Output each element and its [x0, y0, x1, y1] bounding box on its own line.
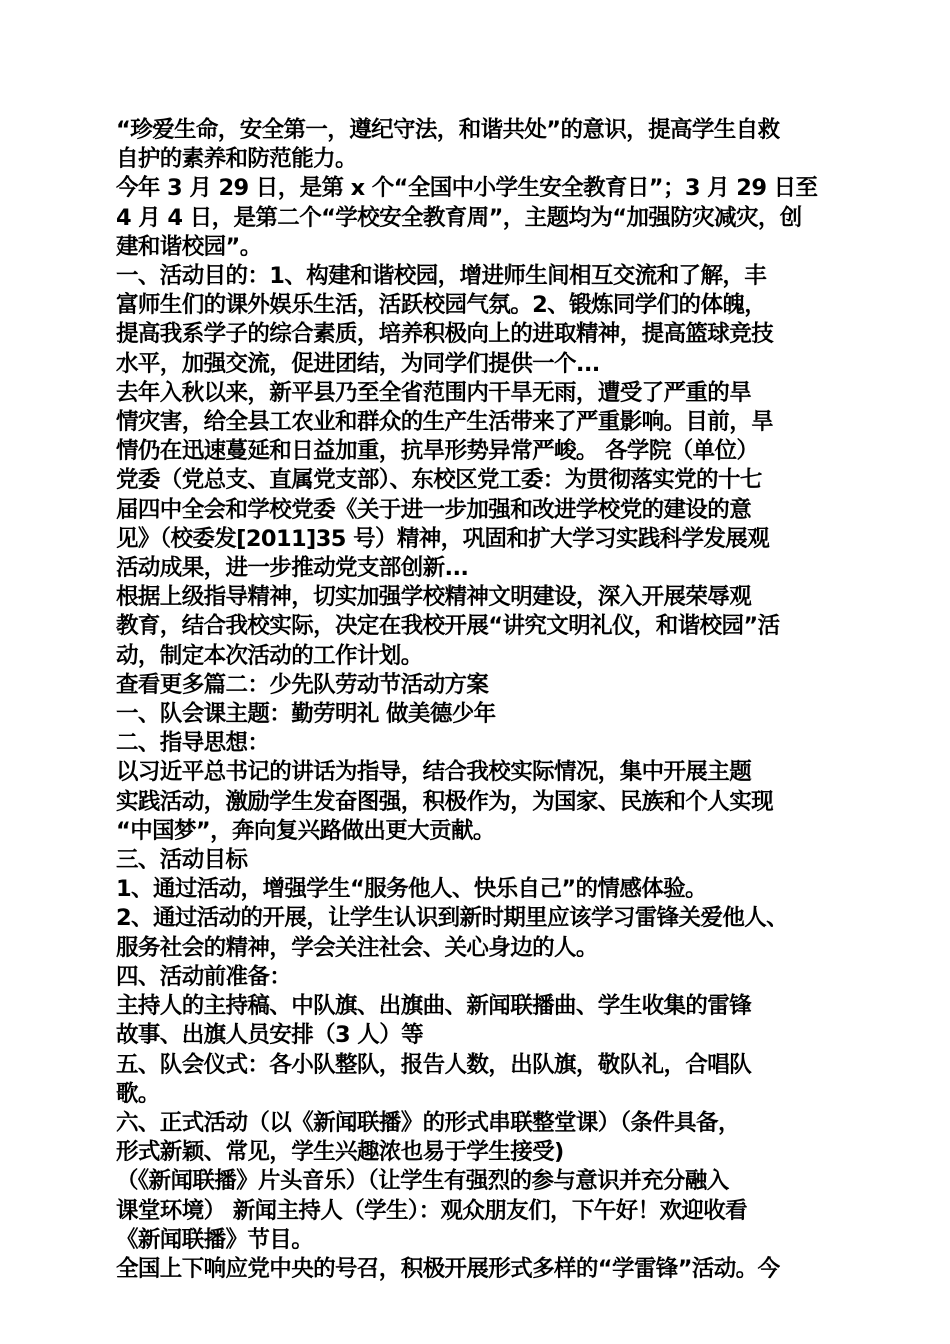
text-line-37: （《新闻联播》片头音乐）（让学生有强烈的参与意识并充分融入 [116, 1168, 729, 1195]
text-line-30: 四、活动前准备： [116, 963, 292, 990]
text-line-8: 提高我系学子的综合素质，培养积极向上的进取精神，提高篮球竞技 [116, 321, 774, 348]
text-line-34: 歌。 [116, 1080, 160, 1107]
text-line-23: 以习近平总书记的讲话为指导，结合我校实际情况，集中开展主题 [116, 759, 752, 786]
text-line-35: 六、正式活动（以《新闻联播》的形式串联整堂课）（条件具备， [116, 1109, 740, 1136]
text-line-7: 富师生们的课外娱乐生活，活跃校园气氛。2、锻炼同学们的体魄， [116, 292, 767, 319]
text-line-16: 活动成果，进一步推动党支部创新... [116, 555, 469, 582]
text-line-14: 届四中全会和学校党委《关于进一步加强和改进学校党的建设的意 [116, 496, 752, 523]
text-line-26: 三、活动目标 [116, 847, 248, 874]
text-line-25: “中国梦”，奔向复兴路做出更大贡献。 [116, 817, 495, 844]
text-line-17: 根据上级指导精神，切实加强学校精神文明建设，深入开展荣辱观 [116, 584, 752, 611]
text-line-12: 情仍在迅速蔓延和日益加重，抗旱形势异常严峻。 各学院（单位） [116, 438, 759, 465]
text-line-4: 4 月 4 日，是第二个“学校安全教育周”，主题均为“加强防灾减灾，创 [116, 204, 802, 231]
text-line-2: 自护的素养和防范能力。 [116, 146, 357, 173]
text-line-5: 建和谐校园”。 [116, 233, 262, 260]
text-line-36: 形式新颖、常见，学生兴趣浓也易于学生接受) [116, 1139, 564, 1166]
text-line-24: 实践活动，激励学生发奋图强，积极作为，为国家、民族和个人实现 [116, 788, 774, 815]
text-line-29: 服务社会的精神，学会关注社会、关心身边的人。 [116, 934, 598, 961]
text-line-18: 教育，结合我校实际，决定在我校开展“讲究文明礼仪，和谐校园”活 [116, 613, 780, 640]
text-line-3: 今年 3 月 29 日，是第 x 个“全国中小学生安全教育日”；3 月 29 日至 [116, 175, 818, 202]
text-line-40: 全国上下响应党中央的号召，积极开展形式多样的“学雷锋”活动。今 [116, 1255, 780, 1282]
text-line-22: 二、指导思想： [116, 730, 270, 757]
text-line-1: “珍爱生命，安全第一，遵纪守法，和谐共处”的意识，提高学生自救 [116, 117, 780, 143]
text-line-10: 去年入秋以来，新平县乃至全省范围内干旱无雨，遭受了严重的旱 [116, 379, 752, 406]
text-line-11: 情灾害，给全县工农业和群众的生产生活带来了严重影响。目前，旱 [116, 409, 774, 436]
text-line-32: 故事、出旗人员安排（3 人）等 [116, 1022, 423, 1049]
text-line-39: 《新闻联播》节目。 [116, 1226, 314, 1253]
text-line-38: 课堂环境） 新闻主持人（学生）：观众朋友们，下午好！欢迎收看 [116, 1197, 748, 1224]
text-line-28: 2、通过活动的开展，让学生认识到新时期里应该学习雷锋关爱他人、 [116, 905, 789, 932]
text-line-6: 一、活动目的：1、构建和谐校园，增进师生间相互交流和了解，丰 [116, 263, 767, 290]
text-line-31: 主持人的主持稿、中队旗、出旗曲、新闻联播曲、学生收集的雷锋 [116, 993, 752, 1020]
text-line-21: 一、队会课主题：勤劳明礼 做美德少年 [116, 701, 496, 728]
text-line-20: 查看更多篇二：少先队劳动节活动方案 [116, 671, 489, 698]
text-line-9: 水平，加强交流，促进团结，为同学们提供一个... [116, 350, 600, 377]
text-line-27: 1、通过活动，增强学生“服务他人、快乐自己”的情感体验。 [116, 876, 707, 903]
text-line-33: 五、队会仪式：各小队整队，报告人数，出队旗，敬队礼，合唱队 [116, 1051, 752, 1078]
text-line-13: 党委（党总支、直属党支部）、东校区党工委：为贯彻落实党的十七 [116, 467, 762, 494]
text-line-19: 动，制定本次活动的工作计划。 [116, 642, 423, 669]
text-line-15: 见》（校委发[2011]35 号）精神，巩固和扩大学习实践科学发展观 [116, 525, 770, 552]
document-page [116, 116, 846, 1284]
